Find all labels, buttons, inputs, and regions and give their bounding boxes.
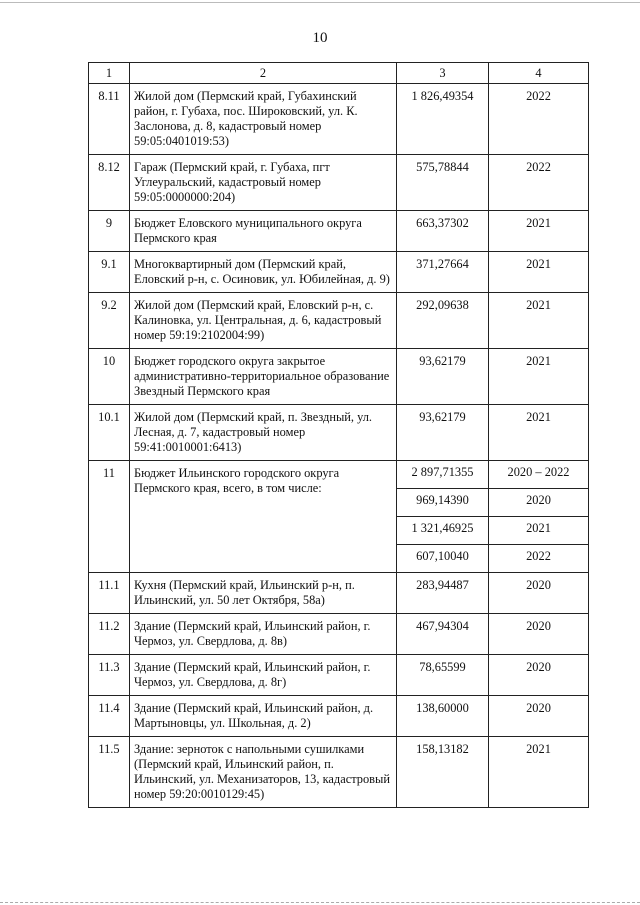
top-rule bbox=[0, 2, 640, 3]
header-cell: 2 bbox=[130, 63, 397, 84]
group-number: 11 bbox=[89, 461, 130, 573]
row-year: 2021 bbox=[489, 405, 589, 461]
group-amount: 1 321,46925 bbox=[397, 517, 489, 545]
row-name: Многоквартирный дом (Пермский край, Еловский р-н, с. Осиновик, ул. Юбилейная, д. 9) bbox=[130, 252, 397, 293]
row-amount: 93,62179 bbox=[397, 405, 489, 461]
table-row bbox=[89, 252, 589, 293]
table-row bbox=[89, 655, 589, 696]
row-year: 2021 bbox=[489, 737, 589, 808]
row-number: 10 bbox=[89, 349, 130, 405]
row-year: 2020 bbox=[489, 655, 589, 696]
row-number: 11.4 bbox=[89, 696, 130, 737]
row-amount: 158,13182 bbox=[397, 737, 489, 808]
row-amount: 467,94304 bbox=[397, 614, 489, 655]
row-amount: 575,78844 bbox=[397, 155, 489, 211]
row-name: Жилой дом (Пермский край, Еловский р-н, с. Калиновка, ул. Центральная, д. 6, кадастровый номер 59:19:2102004:99) bbox=[130, 293, 397, 349]
row-year: 2022 bbox=[489, 155, 589, 211]
row-number: 11.1 bbox=[89, 573, 130, 614]
row-amount: 138,60000 bbox=[397, 696, 489, 737]
group-amount: 969,14390 bbox=[397, 489, 489, 517]
row-name: Кухня (Пермский край, Ильинский р-н, п. Ильинский, ул. 50 лет Октября, 58а) bbox=[130, 573, 397, 614]
table-row bbox=[89, 573, 589, 614]
row-number: 9.2 bbox=[89, 293, 130, 349]
table-row bbox=[89, 211, 589, 252]
row-name: Здание (Пермский край, Ильинский район, д. Мартыновцы, ул. Школьная, д. 2) bbox=[130, 696, 397, 737]
table-row bbox=[89, 737, 589, 808]
header-cell: 1 bbox=[89, 63, 130, 84]
row-number: 9.1 bbox=[89, 252, 130, 293]
group-amount: 607,10040 bbox=[397, 545, 489, 573]
row-amount: 78,65599 bbox=[397, 655, 489, 696]
row-name: Здание (Пермский край, Ильинский район, г. Чермоз, ул. Свердлова, д. 8в) bbox=[130, 614, 397, 655]
row-name: Гараж (Пермский край, г. Губаха, пгт Углеуральский, кадастровый номер 59:05:0000000:204) bbox=[130, 155, 397, 211]
group-row bbox=[89, 461, 589, 489]
row-year: 2021 bbox=[489, 252, 589, 293]
row-name: Бюджет городского округа закрытое административно-территориальное образование Звездный Пермского края bbox=[130, 349, 397, 405]
group-year: 2021 bbox=[489, 517, 589, 545]
bottom-rule bbox=[0, 902, 640, 903]
row-name: Жилой дом (Пермский край, п. Звездный, ул. Лесная, д. 7, кадастровый номер 59:41:0010001:6413) bbox=[130, 405, 397, 461]
group-amount: 2 897,71355 bbox=[397, 461, 489, 489]
row-name: Здание: зерноток с напольными сушилками (Пермский край, Ильинский район, п. Ильинский, ул. Механизаторов, 13, кадастровый номер 59:20:0010129:45) bbox=[130, 737, 397, 808]
row-year: 2021 bbox=[489, 211, 589, 252]
row-amount: 292,09638 bbox=[397, 293, 489, 349]
row-year: 2020 bbox=[489, 614, 589, 655]
row-number: 11.3 bbox=[89, 655, 130, 696]
row-year: 2021 bbox=[489, 349, 589, 405]
table-row bbox=[89, 84, 589, 155]
group-name: Бюджет Ильинского городского округа Пермского края, всего, в том числе: bbox=[130, 461, 397, 573]
row-year: 2022 bbox=[489, 84, 589, 155]
row-number: 8.12 bbox=[89, 155, 130, 211]
header-cell: 3 bbox=[397, 63, 489, 84]
table-row bbox=[89, 696, 589, 737]
group-year: 2020 – 2022 bbox=[489, 461, 589, 489]
row-amount: 93,62179 bbox=[397, 349, 489, 405]
row-number: 11.5 bbox=[89, 737, 130, 808]
row-number: 10.1 bbox=[89, 405, 130, 461]
row-number: 8.11 bbox=[89, 84, 130, 155]
row-amount: 371,27664 bbox=[397, 252, 489, 293]
header-cell: 4 bbox=[489, 63, 589, 84]
row-name: Жилой дом (Пермский край, Губахинский район, г. Губаха, пос. Широковский, ул. К. Заслонова, д. 8, кадастровый номер 59:05:0401019:53) bbox=[130, 84, 397, 155]
page-number: 10 bbox=[312, 30, 328, 46]
header-row bbox=[89, 63, 589, 84]
table-row bbox=[89, 293, 589, 349]
row-amount: 1 826,49354 bbox=[397, 84, 489, 155]
row-year: 2021 bbox=[489, 293, 589, 349]
table-row bbox=[89, 155, 589, 211]
row-number: 11.2 bbox=[89, 614, 130, 655]
data-table bbox=[88, 62, 589, 808]
row-name: Здание (Пермский край, Ильинский район, г. Чермоз, ул. Свердлова, д. 8г) bbox=[130, 655, 397, 696]
row-name: Бюджет Еловского муниципального округа Пермского края bbox=[130, 211, 397, 252]
row-year: 2020 bbox=[489, 696, 589, 737]
group-year: 2022 bbox=[489, 545, 589, 573]
table-row bbox=[89, 349, 589, 405]
row-amount: 663,37302 bbox=[397, 211, 489, 252]
table-row bbox=[89, 614, 589, 655]
table-row bbox=[89, 405, 589, 461]
row-number: 9 bbox=[89, 211, 130, 252]
row-year: 2020 bbox=[489, 573, 589, 614]
group-year: 2020 bbox=[489, 489, 589, 517]
row-amount: 283,94487 bbox=[397, 573, 489, 614]
